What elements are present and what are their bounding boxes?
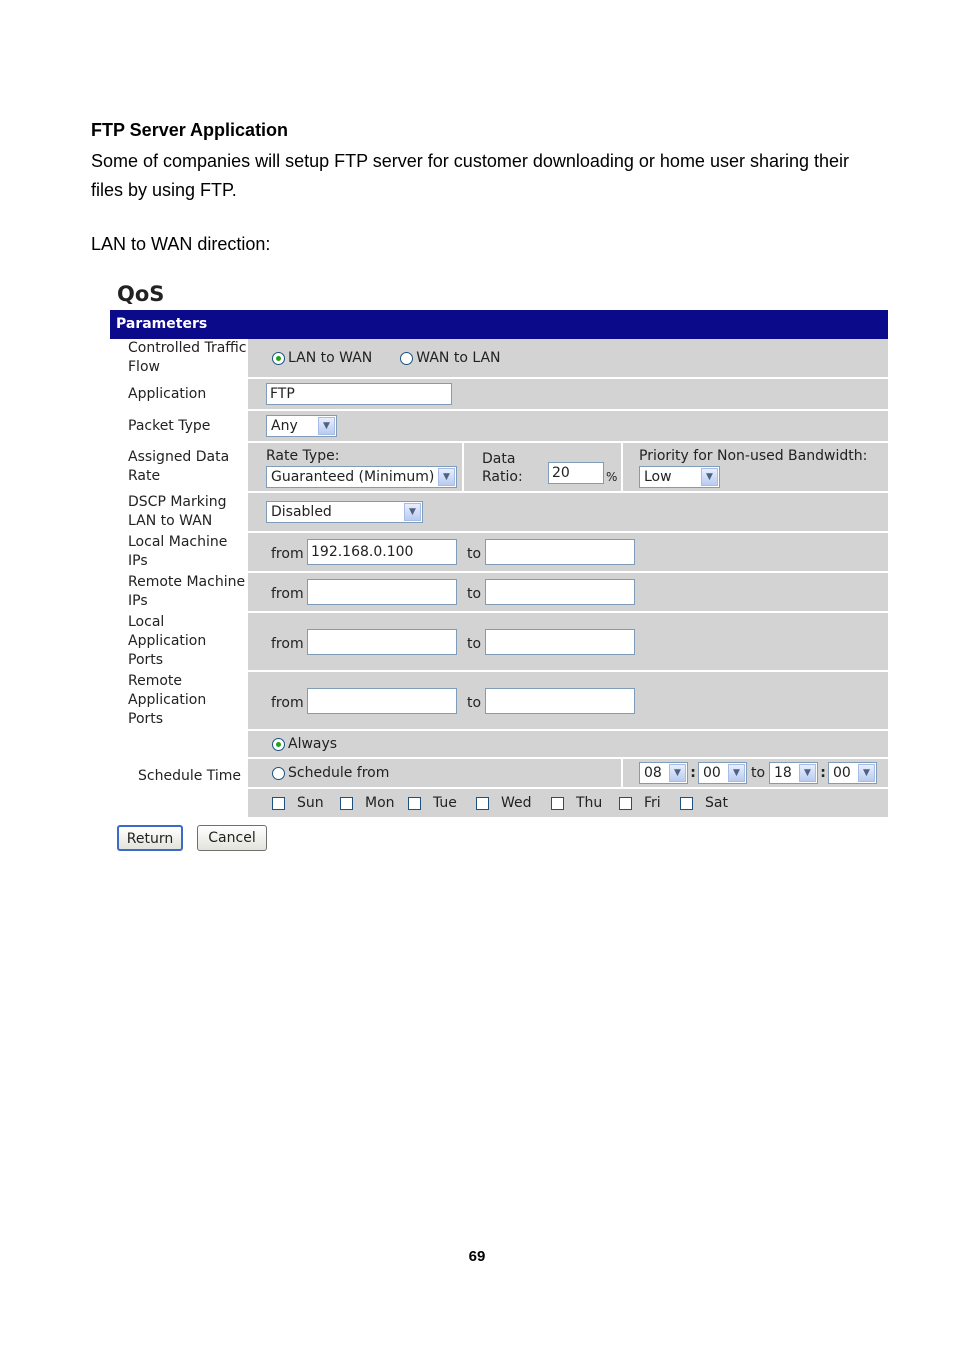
qos-panel xyxy=(110,280,888,855)
packet-type-label: Packet Type xyxy=(110,411,248,441)
tue-checkbox[interactable] xyxy=(408,797,421,810)
to-label: to xyxy=(467,635,482,652)
chevron-down-icon: ▼ xyxy=(438,468,455,486)
parameters-header: Parameters xyxy=(110,310,888,339)
chevron-down-icon: ▼ xyxy=(318,417,335,435)
sat-checkbox[interactable] xyxy=(680,797,693,810)
schedule-label: Schedule Time xyxy=(110,731,248,821)
percent-label: % xyxy=(606,470,618,484)
colon-separator: : xyxy=(690,765,696,781)
remote-ip-to-input[interactable] xyxy=(485,579,635,605)
from-label: from xyxy=(271,635,304,652)
chevron-down-icon: ▼ xyxy=(858,764,875,782)
from-label: from xyxy=(271,694,304,711)
chevron-down-icon: ▼ xyxy=(669,764,686,782)
remote-ips-label: Remote Machine IPs xyxy=(110,573,248,611)
application-label: Application xyxy=(110,379,248,409)
remote-ports-label: Remote Application Ports xyxy=(110,672,248,729)
traffic-flow-label: Controlled Traffic Flow xyxy=(110,339,248,377)
to-label: to xyxy=(467,546,482,562)
section-heading: FTP Server Application xyxy=(91,120,289,140)
local-ip-to-input[interactable] xyxy=(485,539,635,565)
sun-checkbox[interactable] xyxy=(272,797,285,810)
row-assigned-rate xyxy=(110,443,888,493)
row-application xyxy=(110,379,888,411)
row-local-ports xyxy=(110,613,888,672)
chevron-down-icon: ▼ xyxy=(799,764,816,782)
remote-ip-from-input[interactable] xyxy=(307,579,457,605)
local-ports-label: Local Application Ports xyxy=(110,613,248,670)
chevron-down-icon: ▼ xyxy=(728,764,745,782)
rate-type-value: Guaranteed (Minimum) xyxy=(271,469,435,485)
local-port-to-input[interactable] xyxy=(485,629,635,655)
sat-label: Sat xyxy=(705,795,728,811)
start-hour-select[interactable] xyxy=(639,762,688,784)
tue-label: Tue xyxy=(433,795,457,811)
end-hour-value: 18 xyxy=(774,765,792,781)
row-traffic-flow xyxy=(110,339,888,379)
from-label: from xyxy=(271,546,304,562)
local-port-from-input[interactable] xyxy=(307,629,457,655)
packet-type-value: Any xyxy=(271,418,298,434)
row-dscp xyxy=(110,493,888,533)
fri-checkbox[interactable] xyxy=(619,797,632,810)
wed-checkbox[interactable] xyxy=(476,797,489,810)
schedule-from-label: Schedule from xyxy=(288,765,390,781)
remote-port-to-input[interactable] xyxy=(485,688,635,714)
direction-label: LAN to WAN direction: xyxy=(91,234,271,254)
schedule-from-radio[interactable] xyxy=(272,767,285,780)
ratio-label: Ratio: xyxy=(482,469,523,485)
row-remote-ips xyxy=(110,573,888,613)
remote-port-from-input[interactable] xyxy=(307,688,457,714)
button-row xyxy=(110,821,888,855)
end-hour-select[interactable] xyxy=(769,762,818,784)
start-minute-value: 00 xyxy=(703,765,721,781)
end-minute-select[interactable] xyxy=(828,762,877,784)
row-schedule xyxy=(110,731,888,821)
local-ip-from-input[interactable]: 192.168.0.100 xyxy=(307,539,457,565)
mon-checkbox[interactable] xyxy=(340,797,353,810)
thu-checkbox[interactable] xyxy=(551,797,564,810)
qos-title: QoS xyxy=(117,282,165,306)
packet-type-select[interactable] xyxy=(266,415,337,437)
local-ips-label: Local Machine IPs xyxy=(110,533,248,571)
mon-label: Mon xyxy=(365,795,395,811)
application-input[interactable]: FTP xyxy=(266,383,452,405)
dscp-select[interactable] xyxy=(266,501,423,523)
cancel-button[interactable]: Cancel xyxy=(197,825,267,851)
data-label: Data xyxy=(482,451,516,467)
lan-to-wan-label: LAN to WAN xyxy=(288,350,373,366)
to-label: to xyxy=(467,586,482,602)
chevron-down-icon: ▼ xyxy=(404,503,421,521)
intro-paragraph: Some of companies will setup FTP server for customer downloading or home user sharing their files by using FTP. xyxy=(91,151,850,200)
from-label: from xyxy=(271,586,304,602)
rate-type-select[interactable] xyxy=(266,466,457,488)
always-label: Always xyxy=(288,736,338,752)
wan-to-lan-radio[interactable] xyxy=(400,352,413,365)
thu-label: Thu xyxy=(576,795,603,811)
row-local-ips xyxy=(110,533,888,573)
start-hour-value: 08 xyxy=(644,765,662,781)
row-remote-ports xyxy=(110,672,888,731)
lan-to-wan-radio[interactable] xyxy=(272,352,285,365)
chevron-down-icon: ▼ xyxy=(701,468,718,486)
wan-to-lan-label: WAN to LAN xyxy=(416,350,501,366)
dscp-value: Disabled xyxy=(271,504,332,520)
schedule-to-label: to xyxy=(750,765,766,781)
row-packet-type xyxy=(110,411,888,443)
wed-label: Wed xyxy=(501,795,532,811)
always-radio[interactable] xyxy=(272,738,285,751)
colon-separator: : xyxy=(820,765,826,781)
rate-type-label: Rate Type: xyxy=(266,448,340,464)
start-minute-select[interactable] xyxy=(698,762,747,784)
end-minute-value: 00 xyxy=(833,765,851,781)
priority-label: Priority for Non-used Bandwidth: xyxy=(639,448,868,464)
priority-select[interactable] xyxy=(639,466,720,488)
return-button[interactable]: Return xyxy=(117,825,183,851)
ratio-input[interactable]: 20 xyxy=(548,462,604,484)
fri-label: Fri xyxy=(644,795,661,811)
sun-label: Sun xyxy=(297,795,324,811)
dscp-label: DSCP Marking LAN to WAN xyxy=(110,493,248,531)
assigned-rate-label: Assigned Data Rate xyxy=(110,443,248,491)
to-label: to xyxy=(467,694,482,711)
priority-value: Low xyxy=(644,469,672,485)
page-number: 69 xyxy=(468,1248,486,1265)
